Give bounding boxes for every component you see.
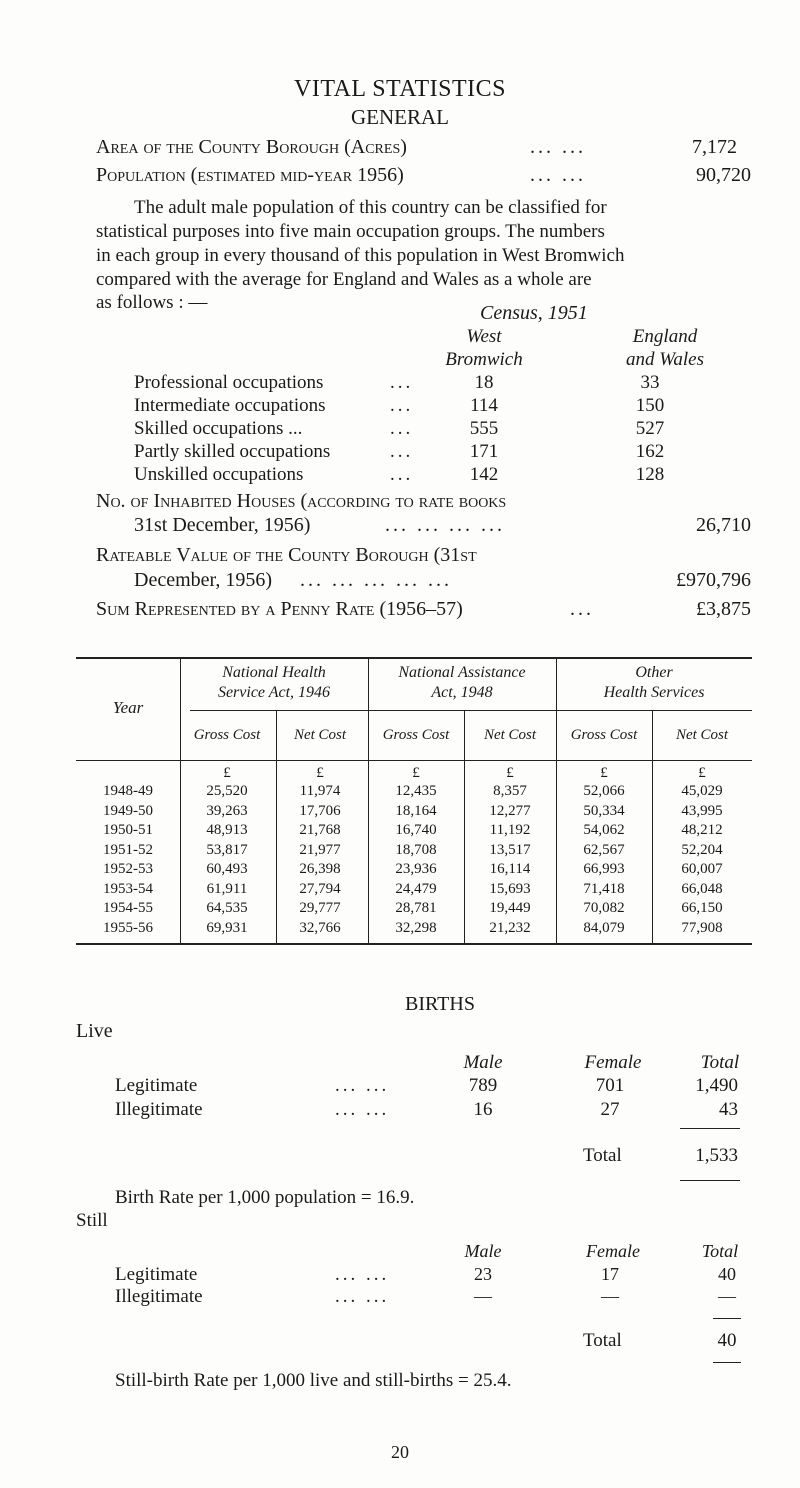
- table-cell: 23,936: [395, 861, 437, 877]
- intro-line-5: as follows : —: [96, 292, 208, 313]
- rateable-leader: ... ... ... ... ...: [300, 569, 452, 591]
- table-cell: 54,062: [583, 822, 625, 838]
- intro-line-3: in each group in every thousand of this population in West Bromwich: [96, 245, 625, 266]
- table-cell: 66,150: [681, 900, 723, 916]
- live-row-total: 43: [719, 1099, 738, 1120]
- table-cell: 52,066: [583, 783, 625, 799]
- table-cell: 71,418: [583, 880, 625, 897]
- table-cell: 69,931: [206, 919, 248, 936]
- still-heading: Still: [76, 1210, 108, 1231]
- live-col-female: Female: [584, 1052, 642, 1073]
- live-row-male: 16: [473, 1099, 493, 1120]
- still-birth-rate: Still-birth Rate per 1,000 live and still-births = 25.4.: [115, 1370, 512, 1391]
- table-cell: 66,048: [681, 880, 723, 897]
- intro-line-1: The adult male population of this country can be classified for: [134, 197, 607, 218]
- table-cell: 28,781: [395, 900, 437, 916]
- cost-subheader: Gross Cost: [382, 727, 450, 743]
- table-cell: 32,298: [395, 919, 437, 936]
- live-col-male: Male: [463, 1052, 503, 1073]
- still-row-male: —: [474, 1286, 492, 1306]
- census-row-wb: 114: [470, 395, 498, 416]
- table-cell: 45,029: [681, 783, 723, 799]
- table-cell: 60,007: [681, 861, 723, 877]
- census-row-label: Partly skilled occupations: [134, 441, 331, 462]
- table-cell: 12,277: [489, 802, 531, 819]
- still-row-male: 23: [474, 1264, 492, 1284]
- intro-line-2: statistical purposes into five main occupation groups. The numbers: [96, 221, 605, 242]
- live-row-male: 789: [468, 1075, 498, 1096]
- table-cell: 12,435: [395, 783, 437, 799]
- cost-subheader: Gross Cost: [193, 727, 261, 743]
- live-row-female: 27: [600, 1099, 620, 1120]
- census-row-leader: ...: [390, 464, 414, 485]
- cost-group-header: Health Services: [603, 684, 705, 701]
- rateable-line-2: December, 1956): [134, 569, 273, 591]
- table-cell: 48,913: [206, 822, 248, 838]
- cost-group-header: National Health: [222, 664, 326, 681]
- table-cell: 13,517: [489, 841, 531, 858]
- houses-line-1: No. of Inhabited Houses (according to rate books: [96, 490, 507, 512]
- table-cell: 8,357: [493, 783, 527, 799]
- census-row-leader: ...: [390, 372, 414, 393]
- area-label: Area of the County Borough (Acres): [96, 136, 407, 158]
- table-cell: 17,706: [299, 802, 341, 819]
- census-row-ew: 527: [635, 418, 665, 439]
- table-cell: 19,449: [489, 900, 531, 916]
- census-col-ew-line2: and Wales: [626, 349, 704, 370]
- census-row-wb: 18: [474, 372, 494, 393]
- table-cell: 25,520: [206, 783, 248, 799]
- cost-table-divider: [556, 657, 557, 943]
- census-row-ew: 33: [640, 372, 660, 393]
- penny-leader: ...: [570, 598, 594, 620]
- table-cell: 16,114: [489, 861, 531, 877]
- live-total-rule: [680, 1128, 740, 1129]
- rateable-line-1: Rateable Value of the County Borough (31st: [96, 544, 477, 566]
- table-cell: 18,708: [395, 841, 437, 858]
- cost-row-year: 1955-56: [103, 919, 153, 936]
- census-row-label: Intermediate occupations: [134, 395, 326, 416]
- cost-table-divider: [652, 710, 653, 943]
- penny-label: Sum Represented by a Penny Rate (1956–57): [96, 598, 463, 620]
- live-heading: Live: [76, 1020, 113, 1042]
- cost-table-divider: [276, 710, 277, 943]
- live-row-female: 701: [595, 1075, 625, 1096]
- population-leader: ... ...: [530, 164, 586, 186]
- still-total-value: 40: [717, 1330, 737, 1351]
- census-row-wb: 555: [469, 418, 499, 439]
- census-row-ew: 128: [635, 464, 665, 485]
- area-value: 7,172: [692, 136, 737, 158]
- census-row-leader: ...: [390, 441, 414, 462]
- live-row-label: Legitimate: [115, 1075, 198, 1096]
- live-col-total: Total: [700, 1052, 740, 1073]
- population-value: 90,720: [696, 164, 751, 186]
- currency-symbol: £: [600, 765, 608, 781]
- table-cell: 61,911: [206, 880, 248, 897]
- live-row-leader: ... ...: [335, 1099, 390, 1120]
- currency-symbol: £: [506, 765, 514, 781]
- live-row-total: 1,490: [695, 1075, 738, 1096]
- table-cell: 18,164: [395, 802, 437, 819]
- cost-subheader: Net Cost: [293, 727, 347, 743]
- still-row-leader: ... ...: [335, 1264, 390, 1285]
- live-total-underline: [680, 1180, 740, 1181]
- table-cell: 70,082: [583, 900, 625, 916]
- still-col-female: Female: [586, 1241, 640, 1261]
- census-row-label: Skilled occupations ...: [134, 418, 303, 439]
- table-cell: 27,794: [299, 880, 341, 897]
- still-row-label: Legitimate: [115, 1264, 198, 1285]
- cost-table-group-rule: [190, 710, 752, 711]
- census-row-label: Unskilled occupations: [134, 464, 304, 485]
- census-row-ew: 162: [635, 441, 665, 462]
- live-total-value: 1,533: [695, 1145, 738, 1166]
- cost-table-divider: [368, 657, 369, 943]
- table-cell: 21,768: [299, 822, 341, 838]
- cost-group-header: National Assistance: [398, 664, 526, 681]
- table-cell: 60,493: [206, 861, 248, 877]
- cost-table-header-rule: [76, 760, 752, 761]
- census-row-leader: ...: [390, 395, 414, 416]
- currency-symbol: £: [698, 765, 706, 781]
- table-cell: 62,567: [583, 841, 625, 858]
- cost-row-year: 1954-55: [103, 900, 153, 916]
- table-cell: 26,398: [299, 861, 341, 877]
- cost-table-year-header: Year: [112, 698, 144, 717]
- currency-symbol: £: [316, 765, 324, 781]
- table-cell: 32,766: [299, 919, 341, 936]
- table-cell: 77,908: [681, 919, 723, 936]
- births-title: BIRTHS: [405, 993, 475, 1015]
- still-total-label: Total: [583, 1330, 622, 1351]
- area-leader: ... ...: [530, 136, 586, 158]
- penny-value: £3,875: [696, 598, 751, 620]
- table-cell: 16,740: [395, 822, 437, 838]
- table-cell: 29,777: [299, 900, 341, 916]
- still-row-label: Illegitimate: [115, 1286, 203, 1307]
- cost-subheader: Net Cost: [675, 727, 729, 743]
- live-row-leader: ... ...: [335, 1075, 390, 1096]
- houses-line-2: 31st December, 1956): [134, 514, 311, 536]
- table-cell: 84,079: [583, 919, 625, 936]
- live-row-label: Illegitimate: [115, 1099, 203, 1120]
- table-cell: 24,479: [395, 880, 437, 897]
- cost-table-divider: [464, 710, 465, 943]
- table-cell: 11,192: [489, 822, 531, 838]
- currency-symbol: £: [412, 765, 420, 781]
- table-cell: 50,334: [583, 802, 625, 819]
- still-row-leader: ... ...: [335, 1286, 390, 1307]
- still-total-underline: [713, 1362, 741, 1363]
- intro-line-4: compared with the average for England and Wales as a whole are: [96, 269, 592, 290]
- still-row-female: —: [601, 1286, 619, 1306]
- cost-subheader: Gross Cost: [570, 727, 638, 743]
- census-row-leader: ...: [390, 418, 414, 439]
- cost-group-header: Service Act, 1946: [217, 684, 331, 701]
- table-cell: 53,817: [206, 841, 248, 858]
- page-number: 20: [391, 1442, 409, 1462]
- table-cell: 64,535: [206, 900, 248, 916]
- still-col-total: Total: [701, 1241, 739, 1261]
- live-total-label: Total: [583, 1145, 622, 1166]
- rateable-value: £970,796: [676, 569, 751, 591]
- census-row-wb: 171: [469, 441, 499, 462]
- houses-value: 26,710: [696, 514, 751, 536]
- census-col-wb-line2: Bromwich: [445, 349, 523, 370]
- cost-table-top-rule: [76, 657, 752, 659]
- table-cell: 43,995: [681, 802, 723, 819]
- table-cell: 39,263: [206, 802, 248, 819]
- table-cell: 52,204: [681, 841, 723, 858]
- page-subtitle: GENERAL: [351, 105, 449, 129]
- table-cell: 48,212: [681, 822, 723, 838]
- cost-row-year: 1953-54: [103, 880, 153, 897]
- table-cell: 21,232: [489, 919, 531, 936]
- cost-table-divider: [180, 657, 181, 943]
- still-row-total: 40: [718, 1264, 736, 1284]
- population-label: Population (estimated mid-year 1956): [96, 164, 404, 186]
- table-cell: 15,693: [489, 880, 531, 897]
- page-title: VITAL STATISTICS: [294, 76, 506, 102]
- cost-row-year: 1950-51: [103, 822, 153, 838]
- cost-group-header: Other: [635, 664, 673, 681]
- table-cell: 11,974: [299, 783, 341, 799]
- census-col-wb-line1: West: [466, 326, 502, 347]
- cost-row-year: 1951-52: [103, 841, 153, 858]
- still-row-total: —: [718, 1286, 736, 1306]
- still-row-female: 17: [601, 1264, 619, 1284]
- houses-leader: ... ... ... ...: [385, 514, 505, 536]
- census-col-ew-line1: England: [632, 326, 698, 347]
- census-title: Census, 1951: [480, 302, 588, 324]
- table-cell: 66,993: [583, 861, 625, 877]
- currency-symbol: £: [223, 765, 231, 781]
- census-row-label: Professional occupations: [134, 372, 324, 393]
- census-row-wb: 142: [469, 464, 499, 485]
- still-total-rule: [713, 1318, 741, 1319]
- cost-row-year: 1948-49: [103, 783, 153, 799]
- cost-row-year: 1949-50: [103, 802, 153, 819]
- census-row-ew: 150: [635, 395, 665, 416]
- cost-table-bottom-rule: [76, 943, 752, 945]
- table-cell: 21,977: [299, 841, 341, 858]
- cost-row-year: 1952-53: [103, 861, 153, 877]
- cost-subheader: Net Cost: [483, 727, 537, 743]
- cost-group-header: Act, 1948: [431, 684, 493, 701]
- birth-rate: Birth Rate per 1,000 population = 16.9.: [115, 1187, 415, 1208]
- still-col-male: Male: [464, 1241, 502, 1261]
